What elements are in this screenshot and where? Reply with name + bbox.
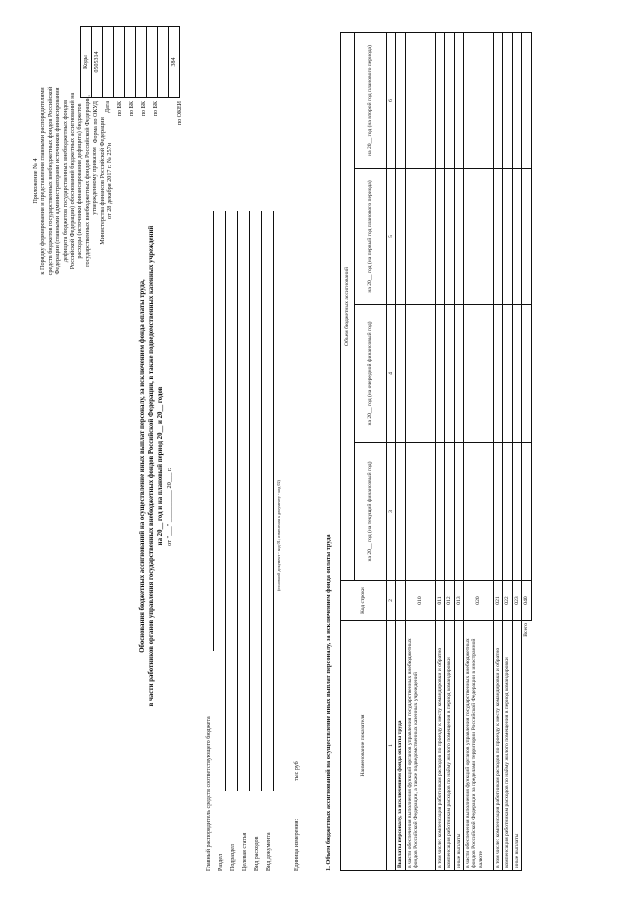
table-row bbox=[464, 33, 494, 871]
row-name: иные выплаты bbox=[454, 621, 463, 871]
field-underline bbox=[225, 211, 226, 791]
field-underline bbox=[261, 211, 262, 791]
col-number: 1 bbox=[387, 621, 396, 871]
code-label: по ОКЕИ bbox=[177, 101, 183, 126]
appendix-line: расходы (источники финансирования дефицита) бюджетов bbox=[76, 103, 84, 259]
row-code: 013 bbox=[454, 581, 463, 621]
row-code: 010 bbox=[405, 581, 435, 621]
code-label: по БК bbox=[117, 101, 123, 117]
appendix-line: средств бюджетов государственных внебюджетных фондов Российской bbox=[46, 86, 54, 276]
code-label: по БК bbox=[141, 101, 147, 117]
code-value: 384 bbox=[169, 27, 180, 98]
appendix-line: к Порядку формирования и представления главными распорядителями bbox=[39, 87, 47, 275]
row-code: 022 bbox=[503, 581, 512, 621]
appendix-line: Министерства финансов Российской Федерации bbox=[98, 117, 106, 245]
title-line-2: в части работников органов управления государственных внебюджетных фондов Российской Федерации, в также подведомственных казенных учреждений bbox=[148, 225, 155, 707]
table-total-row bbox=[522, 33, 531, 871]
col-number: 6 bbox=[387, 33, 396, 169]
table-row bbox=[503, 33, 512, 871]
row-code: 023 bbox=[512, 581, 521, 621]
col-header-year: на 20__ год (на второй год планового периода) bbox=[355, 33, 387, 169]
document-page bbox=[10, 15, 632, 891]
code-label: Форма по ОКУД bbox=[93, 101, 99, 144]
appendix-line: дефицита бюджетов государственных внебюджетных фондов bbox=[61, 99, 69, 263]
appendix-line: от 28 декабря 2017 г. № 257н bbox=[106, 142, 114, 220]
code-value bbox=[125, 27, 136, 98]
row-name: в части обеспечения выполнения функций органов управления государственных внебюджетных фондов Российской Федерации за пределами территории Российской Федерации в иностранной валюте bbox=[464, 621, 494, 871]
code-value bbox=[114, 27, 125, 98]
row-name: компенсация работникам расходов по найму жилого помещения в период командировки bbox=[503, 621, 512, 871]
code-value bbox=[158, 27, 169, 98]
col-header-name: Наименование показателя bbox=[341, 621, 387, 871]
field-underline bbox=[237, 211, 238, 791]
col-header-year: на 20__ год (на первый год планового периода) bbox=[355, 169, 387, 305]
row-code bbox=[396, 581, 405, 621]
date-line: от "___" __________ 20___ г. bbox=[166, 467, 173, 546]
col-number: 3 bbox=[387, 443, 396, 581]
row-code: 011 bbox=[435, 581, 444, 621]
row-name: иные выплаты bbox=[512, 621, 521, 871]
codes-box bbox=[80, 26, 180, 98]
unit-label: Единица измерения: bbox=[294, 818, 300, 871]
appendix-line: государственных внебюджетных фондов Российской Федерации, bbox=[83, 95, 91, 267]
col-number: 2 bbox=[387, 581, 396, 621]
total-label: Всего bbox=[523, 623, 530, 637]
field-label: Раздел bbox=[218, 854, 224, 871]
code-value bbox=[147, 27, 158, 98]
code-value: 0505314 bbox=[92, 27, 103, 98]
row-name: в том числе: компенсация работникам расходов по проезду к месту командировки и обратно bbox=[494, 621, 503, 871]
table-row bbox=[435, 33, 444, 871]
field-underline bbox=[213, 211, 214, 651]
allocations-table bbox=[340, 32, 532, 871]
row-code: 012 bbox=[445, 581, 454, 621]
row-code: 021 bbox=[494, 581, 503, 621]
appendix-line: Российской Федерации) обоснований бюджетных ассигнований на bbox=[69, 92, 77, 270]
row-name: компенсация работникам расходов по найму жилого помещения в период командировки bbox=[445, 621, 454, 871]
col-number: 4 bbox=[387, 305, 396, 443]
code-value bbox=[103, 27, 114, 98]
table-row bbox=[494, 33, 503, 871]
code-value bbox=[136, 27, 147, 98]
total-code: 040 bbox=[522, 581, 531, 621]
title-line-3: на 20__ год и на плановый период 20__ и 20__ годов bbox=[157, 386, 164, 546]
table-row bbox=[396, 33, 405, 871]
field-underline bbox=[249, 211, 250, 791]
field-label: Вид расходов bbox=[254, 836, 260, 871]
field-label: Вид документа bbox=[266, 832, 272, 871]
table-row bbox=[454, 33, 463, 871]
row-name: Выплаты персоналу, за исключением фонда оплаты труда bbox=[396, 621, 405, 871]
col-header-group: Объем бюджетных ассигнований bbox=[341, 33, 355, 581]
field-label: Подраздел bbox=[230, 844, 236, 871]
row-name: в части обеспечения выполнения функций органов управления государственных внебюджетных фондов Российской Федерации, а также подведомственных казенных учреждений bbox=[405, 621, 435, 871]
field-label: Целевая статья bbox=[242, 832, 248, 871]
field-label: Главный распорядитель средств соответствующего бюджета bbox=[206, 716, 212, 871]
appendix-number: Приложение № 4 bbox=[32, 158, 39, 204]
code-label: Дата bbox=[105, 101, 111, 113]
appendix-line: утвержденному приказом bbox=[91, 147, 99, 215]
row-name: в том числе: компенсация работникам расходов по проезду к месту командировки и обратно bbox=[435, 621, 444, 871]
document-title bbox=[138, 206, 165, 726]
col-header-code: Код строки bbox=[341, 581, 387, 621]
field-underline bbox=[273, 211, 274, 791]
table-row bbox=[405, 33, 435, 871]
appendix-line: Федерации (главными администраторами источников финансирования bbox=[54, 87, 62, 275]
table-row bbox=[445, 33, 454, 871]
section-heading: 1. Объем бюджетных ассигнований на осуществление иных выплат персоналу, за исключением фонда оплаты труда bbox=[325, 534, 332, 871]
title-line-1: Обоснования бюджетных ассигнований на осуществление иных выплат персоналу, за исключением фонда оплаты труда, bbox=[139, 279, 146, 653]
codes-header: Коды bbox=[81, 27, 92, 98]
col-header-year: на 20__ год (на текущий финансовый год) bbox=[355, 443, 387, 581]
doc-type-hint: (основной документ - код 01; изменения к документу - код 02) bbox=[276, 480, 281, 591]
unit-value: тыс руб bbox=[294, 761, 300, 781]
table-row bbox=[512, 33, 521, 871]
col-header-year: на 20__ год (на очередной финансовый год) bbox=[355, 305, 387, 443]
code-label: по БК bbox=[153, 101, 159, 117]
col-number: 5 bbox=[387, 169, 396, 305]
row-code: 020 bbox=[464, 581, 494, 621]
code-label: по БК bbox=[129, 101, 135, 117]
